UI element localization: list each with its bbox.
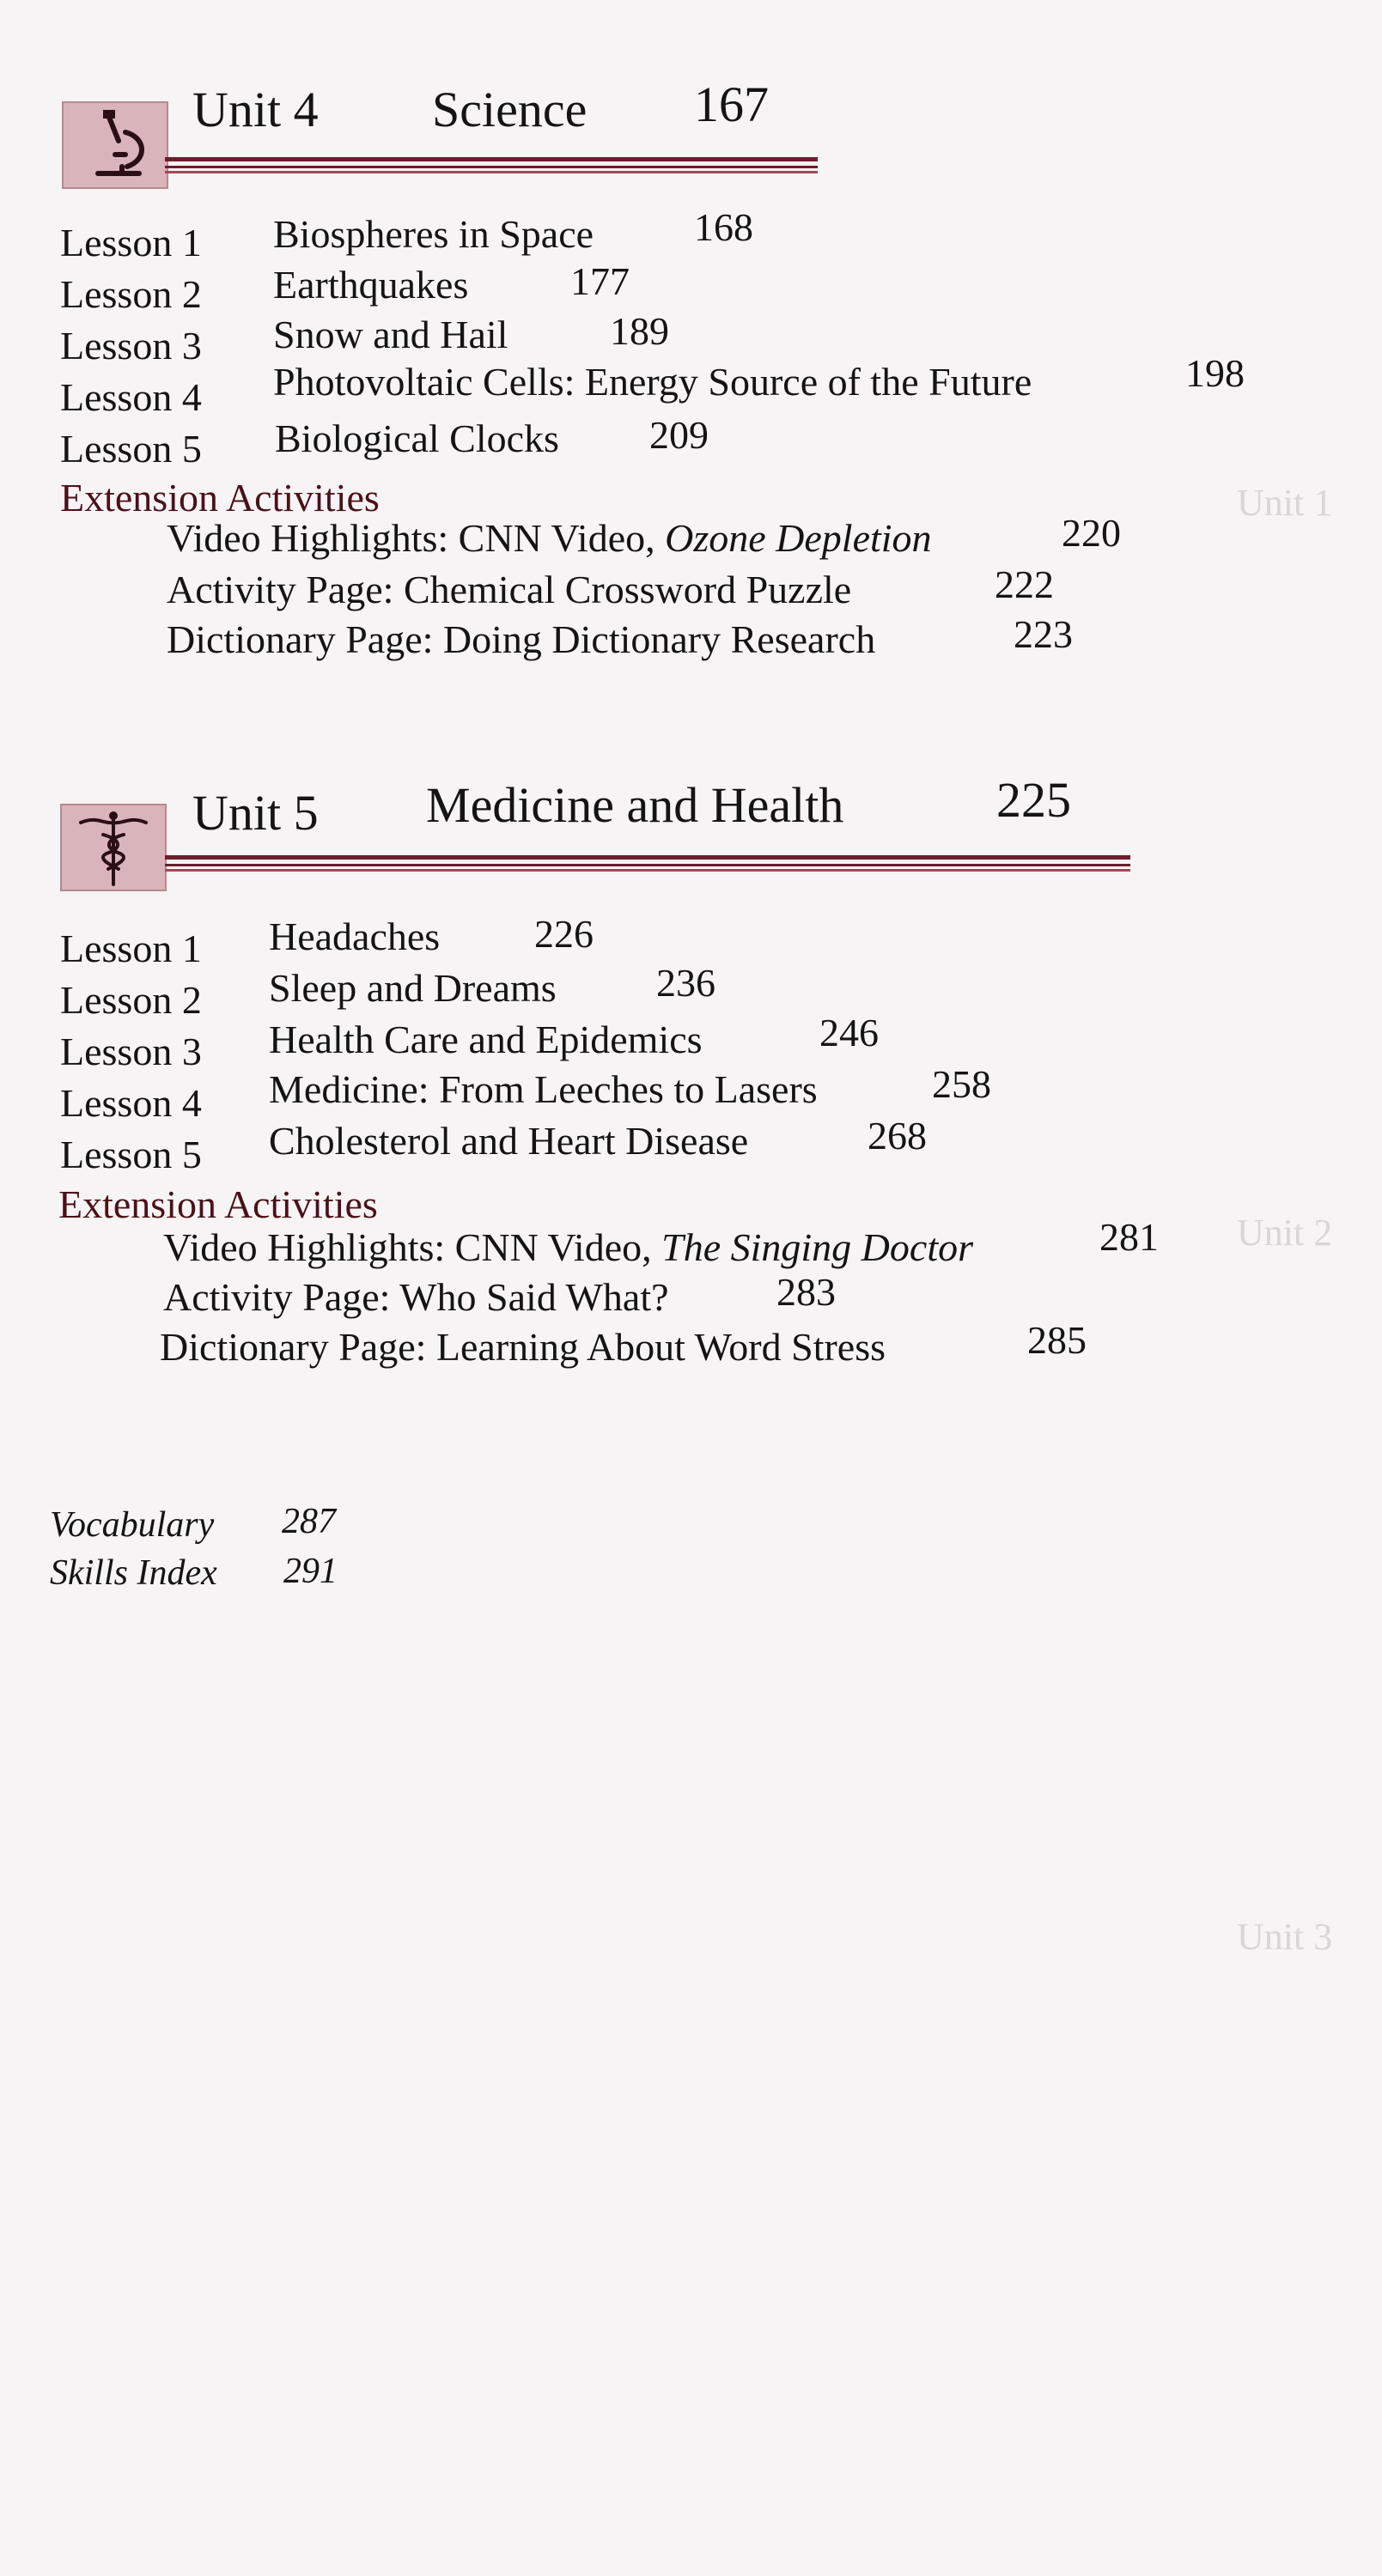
lesson-title: Biospheres in Space [273,212,594,256]
lesson-page: 168 [694,205,753,249]
lesson-page: 198 [1185,351,1245,395]
microscope-icon [62,101,168,189]
lesson-label: Lesson 4 [60,375,202,419]
unit-5-page: 225 [996,772,1071,828]
lesson-title: Sleep and Dreams [269,966,557,1010]
unit-4-rule [165,157,818,176]
back-matter-page: 291 [283,1552,338,1591]
lesson-label: Lesson 2 [60,272,202,316]
unit-5-title: Medicine and Health [426,777,844,833]
lesson-label: Lesson 3 [60,324,202,368]
extension-item-page: 222 [995,562,1054,606]
lesson-label: Lesson 4 [60,1081,202,1125]
lesson-title: Earthquakes [273,263,469,307]
extension-item-page: 285 [1027,1318,1087,1362]
lesson-page: 246 [819,1011,879,1054]
extension-item-text: Video Highlights: CNN Video, The Singing Doctor [163,1225,974,1269]
caduceus-icon [60,804,167,891]
back-matter-label: Skills Index [50,1553,217,1593]
lesson-title: Medicine: From Leeches to Lasers [269,1067,818,1111]
back-matter-label: Vocabulary [50,1505,215,1545]
lesson-title: Headaches [269,914,441,958]
lesson-title: Biological Clocks [275,416,559,460]
lesson-label: Lesson 2 [60,978,202,1022]
unit-4-title: Science [432,82,588,137]
extension-item-text: Dictionary Page: Learning About Word Stress [160,1325,886,1369]
lesson-page: 268 [868,1114,927,1157]
extension-item-text: Activity Page: Who Said What? [163,1275,669,1319]
lesson-title: Snow and Hail [273,313,508,356]
lesson-label: Lesson 1 [60,927,202,970]
lesson-title: Health Care and Epidemics [269,1018,703,1061]
extension-item-text: Dictionary Page: Doing Dictionary Research [167,617,876,661]
extension-activities-heading: Extension Activities [58,1182,378,1226]
extension-item-page: 281 [1099,1215,1159,1259]
lesson-page: 209 [649,413,709,457]
unit-5-number: Unit 5 [192,785,319,841]
extension-item-text: Video Highlights: CNN Video, Ozone Depletion [167,516,932,560]
lesson-page: 226 [534,912,594,956]
lesson-label: Lesson 1 [60,221,202,264]
extension-item-page: 220 [1062,511,1121,555]
lesson-page: 258 [932,1062,991,1106]
lesson-label: Lesson 3 [60,1030,202,1073]
lesson-label: Lesson 5 [60,427,202,471]
lesson-title: Photovoltaic Cells: Energy Source of the Future [273,360,1032,404]
extension-item-text: Activity Page: Chemical Crossword Puzzle [167,568,852,611]
unit-4-number: Unit 4 [192,82,319,137]
extension-item-page: 283 [776,1270,836,1314]
unit-4-page: 167 [694,76,769,132]
unit-5-rule [165,855,1130,874]
extension-activities-heading: Extension Activities [60,476,380,519]
lesson-label: Lesson 5 [60,1133,202,1176]
lesson-title: Cholesterol and Heart Disease [269,1119,749,1163]
back-matter-page: 287 [282,1502,336,1541]
lesson-page: 189 [610,309,669,353]
lesson-page: 236 [656,961,715,1005]
extension-item-page: 223 [1014,612,1073,656]
lesson-page: 177 [570,259,630,303]
